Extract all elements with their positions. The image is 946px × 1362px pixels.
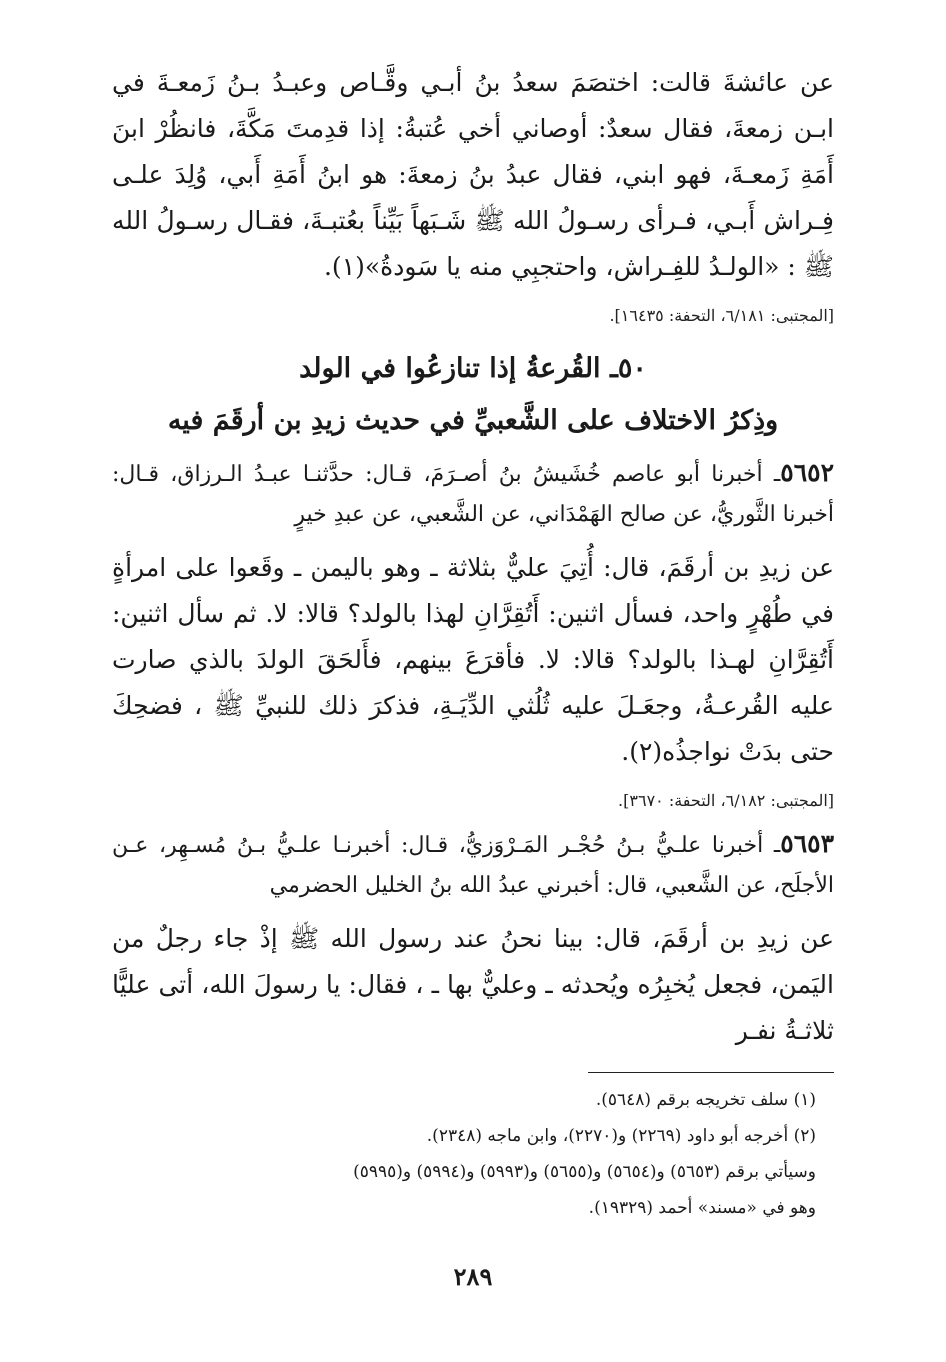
page-number: ٢٨٩ xyxy=(453,1262,493,1291)
reference-note: [المجتبى: ٦/١٨٢، التحفة: ٣٦٧٠]. xyxy=(618,791,834,810)
isnad-text: ـ أخبرنا علـيُّ بـنُ حُجْـر المَـرْوَزيُّ، قـال: أخبرنـا علـيُّ بـنُ مُسـهِر، عـن الأجلَح، عن الشَّعبي، قال: أخبرني عبدُ الله بنُ الخليل الحضرمي xyxy=(112,833,834,898)
hadith-isnad xyxy=(112,824,834,906)
hadith-number: ٥٦٥٢ xyxy=(780,458,834,487)
hadith-matn-text: عن زيدِ بن أرقَمَ، قال: بينا نحنُ عند رسول الله ﷺ إذْ جاء رجلٌ من اليَمن، فجعل يُخبِرُه ويُحدثه ـ وعليٌّ بها ـ ، فقال: يا رسولَ الله، أتى عليًّا ثلاثـةُ نفـر xyxy=(112,924,834,1045)
chapter-heading xyxy=(112,343,834,447)
chapter-title: ٥٠ـ القُرعةُ إذا تنازعُوا في الولد xyxy=(299,353,647,384)
isnad-text: ـ أخبرنا أبو عاصم خُشَيشُ بنُ أصـرَمَ، قـال: حدَّثنـا عبـدُ الـرزاق، قـال: أخبرنا الثَّوريُّ، عن صالح الهَمْدَاني، عن الشَّعبي، عن عبدِ خيرٍ xyxy=(112,462,834,527)
hadith-matn-text: عن زيدِ بن أرقَمَ، قال: أُتِيَ عليٌّ بثلاثة ـ وهو باليمن ـ وقَعوا على امرأةٍ في طُهْرٍ واحد، فسأل اثنين: أَتُقِرَّانِ لهذا بالولد؟ قالا: لا. ثم سأل اثنين: أَتُقِرَّانِ لهـذا بالولد؟ قالا: لا. فأقرَعَ بينهم، فأَلحَقَ الولدَ بالذي صارت عليه القُرعـةُ، وجعَـلَ عليه ثُلُثي الدِّيَـةِ، فذكرَ ذلك للنبيِّ ﷺ ، فضحِكَ حتى بدَتْ نواجذُه(٢). xyxy=(112,553,834,766)
footnote-item: (٢) أخرجه أبو داود (٢٢٦٩) و(٢٢٧٠)، وابن ماجه (٢٣٤٨). xyxy=(426,1126,816,1146)
hadith-number: ٥٦٥٣ xyxy=(780,829,834,858)
hadith-isnad xyxy=(112,453,834,535)
hadith-continuation-text: عن عائشةَ قالت: اختصَمَ سعدُ بنُ أبـي وقَّـاص وعبـدُ بـنُ زَمعـةَ في ابـن زمعةَ، فقال سعدٌ: أوصاني أخي عُتبةُ: إذا قدِمتَ مَكَّةَ، فانظُرْ ابنَ أَمَةِ زَمعـةَ، فهو ابني، فقال عبدُ بنُ زمعةَ: هو ابنُ أَمَةِ أَبي، وُلِدَ علـى فِـراش أَبـي، فـرأى رسـولُ الله ﷺ شَـبَهاً بَيِّناً بعُتبـةَ، فقـال رسـولُ الله ﷺ : «الولـدُ للفِـراش، واحتجبِي منه يا سَودةُ»(١). xyxy=(112,68,834,281)
footnote-item: وهو في «مسند» أحمد (١٩٣٢٩). xyxy=(588,1198,816,1218)
reference-note: [المجتبى: ٦/١٨١، التحفة: ١٦٤٣٥]. xyxy=(609,306,834,325)
footnote-item: (١) سلف تخريجه برقم (٥٦٤٨). xyxy=(595,1090,816,1110)
chapter-subtitle: وذِكرُ الاختلاف على الشَّعبيِّ في حديث زيدِ بن أرقَمَ فيه xyxy=(167,405,779,436)
footnote-item: وسيأتي برقم (٥٦٥٣) و(٥٦٥٤) و(٥٦٥٥) و(٥٩٩٣) و(٥٩٩٤) و(٥٩٩٥) xyxy=(353,1162,816,1182)
footnote-divider xyxy=(588,1072,834,1073)
footnotes xyxy=(112,1082,834,1226)
